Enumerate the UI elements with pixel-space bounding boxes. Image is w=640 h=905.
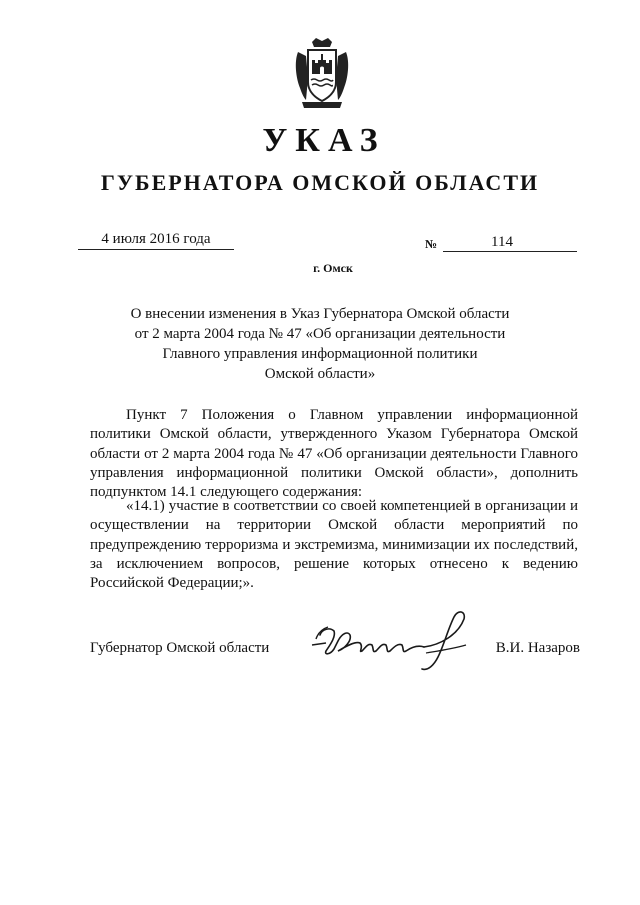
document-number: 114 [443,233,577,252]
document-title: УКАЗ [262,122,386,159]
signatory-position: Губернатор Омской области [90,640,270,656]
document-subtitle: ГУБЕРНАТОРА ОМСКОЙ ОБЛАСТИ [100,170,540,195]
document-number-line [425,233,577,253]
body-paragraph: Пункт 7 Положения о Главном управлении информационной политики Омской области, утвержденного Указом Губернатора Омской области от 2 марта 2004 года № 47 «Об организации деятельности Главного управления информационной политики Омской области», дополнить подпунктом 14.1 следующего содержания: [90,407,578,501]
handwritten-signature-icon [308,605,478,675]
body-paragraph: «14.1) участие в соответствии со своей компетенцией в организации и осуществлении на территории Омской области мероприятий по предупреждению терроризма и экстремизма, минимизации их последствий, за исключением вопросов, решение которых отнесено к ведению Российской Федерации;». [90,498,578,592]
number-sign: № [425,237,438,251]
heading-line: от 2 марта 2004 года № 47 «Об организации деятельности [134,326,506,342]
heading-line: Омской области» [264,366,376,382]
heading-line: Главного управления информационной политики [162,346,478,362]
signature-block [90,605,580,675]
coat-of-arms-icon [294,38,350,110]
signatory-name: В.И. Назаров [495,640,580,656]
heading-line: О внесении изменения в Указ Губернатора Омской области [130,306,510,322]
document-date: 4 июля 2016 года [78,229,234,250]
document-city: г. Омск [313,261,353,275]
document-heading [0,304,640,384]
